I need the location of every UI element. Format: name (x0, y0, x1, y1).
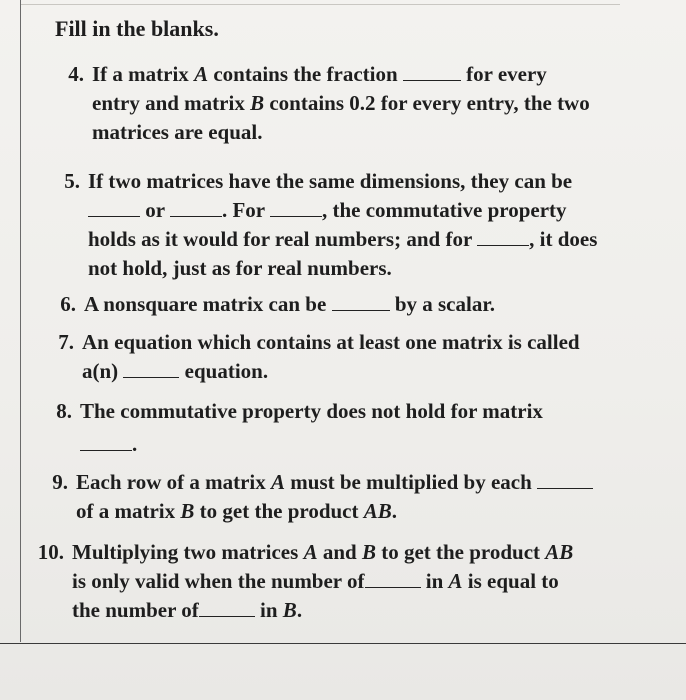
question-number: 10. (37, 540, 64, 564)
answer-blank[interactable] (332, 292, 390, 311)
question-line: If a matrix A contains the fraction for every (92, 62, 547, 86)
top-page-edge (20, 0, 620, 5)
section-heading: Fill in the blanks. (55, 16, 219, 41)
question-line: or . For , the commutative property (88, 196, 597, 225)
question-line: the number of in B. (72, 598, 303, 622)
left-margin-rule (20, 0, 21, 642)
question-line: matrices are equal. (92, 120, 263, 144)
answer-blank[interactable] (270, 198, 322, 217)
question-line: A nonsquare matrix can be by a scalar. (84, 292, 495, 316)
question-line: Each row of a matrix A must be multiplied by each (76, 468, 593, 497)
answer-blank[interactable] (80, 432, 132, 451)
question-line: If two matrices have the same dimensions, they can be (88, 169, 573, 193)
answer-blank[interactable] (199, 598, 255, 617)
question-line: not hold, just as for real numbers. (88, 256, 392, 280)
question-number: 4. (68, 62, 84, 86)
question-line: The commutative property does not hold for matrix (80, 399, 543, 423)
question-6 (60, 290, 495, 319)
answer-blank[interactable] (88, 198, 140, 217)
question-8 (56, 397, 543, 459)
answer-blank[interactable] (170, 198, 222, 217)
question-10 (37, 538, 574, 625)
question-number: 8. (56, 399, 72, 423)
answer-blank[interactable] (365, 569, 421, 588)
bottom-rule (0, 643, 686, 644)
answer-blank[interactable] (537, 470, 593, 489)
question-line: holds as it would for real numbers; and for , it does (88, 227, 598, 251)
question-line: a(n) equation. (82, 359, 269, 383)
question-7 (58, 328, 580, 386)
answer-blank[interactable] (123, 359, 179, 378)
question-number: 9. (52, 470, 68, 494)
question-line: entry and matrix B contains 0.2 for every entry, the two (92, 91, 590, 115)
question-4 (68, 60, 590, 147)
question-number: 5. (64, 169, 80, 193)
question-5 (64, 167, 598, 283)
question-number: 6. (60, 292, 76, 316)
question-line: of a matrix B to get the product AB. (76, 499, 398, 523)
question-line: An equation which contains at least one matrix is called (82, 330, 580, 354)
question-line: . (80, 430, 543, 459)
question-number: 7. (58, 330, 74, 354)
question-9 (52, 468, 593, 526)
answer-blank[interactable] (477, 227, 529, 246)
answer-blank[interactable] (403, 62, 461, 81)
question-line: is only valid when the number of in A is equal to (72, 569, 559, 593)
question-line: Multiplying two matrices A and B to get the product AB (72, 540, 574, 564)
